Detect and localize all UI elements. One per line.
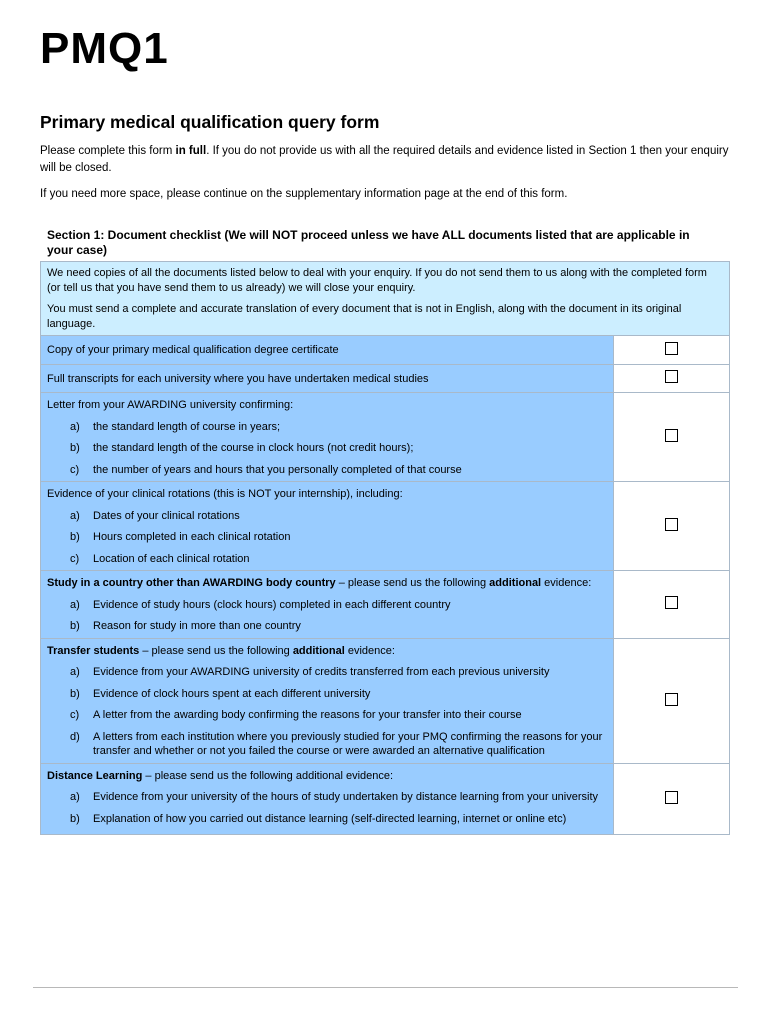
list-item: b) Reason for study in more than one country — [70, 620, 301, 632]
checklist-row-awarding-letter — [41, 393, 730, 482]
checklist-info — [41, 262, 730, 336]
list-item: a) the standard length of course in years; — [70, 420, 281, 433]
row-heading: Transfer students – please send us the following additional evidence: — [47, 644, 395, 657]
info-paragraph-1: We need copies of all the documents listed below to deal with your enquiry. If you do not send them to us along with the completed form (or tell us that you have send them to us already) we will close your enquiry. — [47, 267, 707, 294]
checkbox-degree-certificate[interactable] — [665, 342, 678, 355]
section-1-heading: Section 1: Document checklist (We will NOT proceed unless we have ALL documents listed that are applicable in your case) — [47, 228, 690, 257]
checkbox-clinical-rotations[interactable] — [665, 518, 678, 531]
checklist-row-degree-certificate — [41, 336, 730, 365]
checklist-row-transfer-students — [41, 638, 730, 763]
checklist-row-other-country-study — [41, 571, 730, 639]
document-checklist-table — [40, 261, 730, 835]
form-title: Primary medical qualification query form — [40, 112, 380, 132]
checkbox-distance-learning[interactable] — [665, 791, 678, 804]
checkbox-transcripts[interactable] — [665, 370, 678, 383]
intro-text: Please complete this form in full. If you do not provide us with all the required details and evidence listed in Section 1 then your enquiry will be closed. — [40, 145, 729, 174]
list-item: a) Evidence from your university of the hours of study undertaken by distance learning from your university — [70, 791, 599, 803]
list-item: a) Evidence of study hours (clock hours) completed in each different country — [70, 598, 451, 611]
intro-continue-text: If you need more space, please continue on the supplementary information page at the end of this form. — [40, 188, 568, 200]
list-item: c) Location of each clinical rotation — [70, 552, 250, 565]
info-paragraph-2: You must send a complete and accurate translation of every document that is not in English, along with the document in its original language. — [47, 303, 682, 330]
list-item: d) A letters from each institution where you previously studied for your PMQ confirming the reasons for your transfer and whether or not you failed the course or were awarded an alternative qualification — [70, 730, 603, 757]
row-text: Copy of your primary medical qualification degree certificate — [41, 336, 614, 365]
checklist-row-distance-learning — [41, 763, 730, 835]
list-item: a) Dates of your clinical rotations — [70, 509, 240, 522]
row-heading: Distance Learning – please send us the following additional evidence: — [47, 769, 394, 782]
list-item: c) the number of years and hours that you personally completed of that course — [70, 463, 462, 476]
checklist-row-clinical-rotations — [41, 482, 730, 571]
row-heading: Study in a country other than AWARDING body country – please send us the following additional evidence: — [47, 577, 592, 589]
list-item: b) Explanation of how you carried out distance learning (self-directed learning, internet or online etc) — [70, 812, 567, 825]
list-item: b) Evidence of clock hours spent at each different university — [70, 687, 371, 700]
checkbox-other-country-study[interactable] — [665, 596, 678, 609]
row-heading: Letter from your AWARDING university confirming: — [47, 399, 294, 411]
list-item: c) A letter from the awarding body confirming the reasons for your transfer into their course — [70, 709, 522, 721]
checklist-row-transcripts — [41, 364, 730, 393]
checkbox-transfer-students[interactable] — [665, 693, 678, 706]
list-item: b) the standard length of the course in clock hours (not credit hours); — [70, 442, 414, 454]
checkbox-awarding-letter[interactable] — [665, 429, 678, 442]
row-text: Full transcripts for each university where you have undertaken medical studies — [41, 364, 614, 393]
row-heading: Evidence of your clinical rotations (this is NOT your internship), including: — [47, 488, 403, 500]
list-item: a) Evidence from your AWARDING university of credits transferred from each previous university — [70, 666, 550, 678]
form-code: PMQ1 — [40, 24, 169, 73]
footer-divider — [33, 987, 738, 988]
list-item: b) Hours completed in each clinical rotation — [70, 531, 291, 543]
